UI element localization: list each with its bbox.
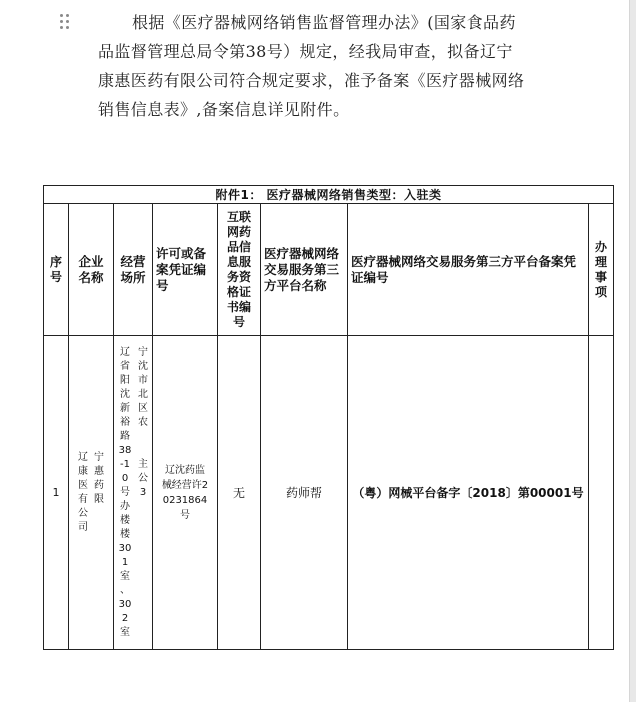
- cell-address-right: 宁 沈 市 北 区 农 主 公 3: [138, 346, 148, 498]
- cell-company: [69, 336, 114, 650]
- page-scroll-edge: [629, 0, 636, 702]
- header-license-label: 许可或备案凭证编号: [156, 245, 207, 293]
- cell-handling: [589, 336, 614, 650]
- header-internet-cert: [218, 204, 261, 336]
- intro-line: 销售信息表》,备案信息详见附件。: [98, 100, 350, 119]
- header-platform-cert: [348, 204, 589, 336]
- header-address: [114, 204, 153, 336]
- header-seq-label: 序号: [49, 254, 62, 284]
- header-company: [69, 204, 114, 336]
- drag-handle-icon[interactable]: [60, 14, 72, 30]
- cell-license: [153, 336, 218, 650]
- table-caption: 附件1： 医疗器械网络销售类型：入驻类: [44, 186, 614, 204]
- header-handling: [589, 204, 614, 336]
- cell-company-right: 宁 惠 药 限: [94, 451, 104, 505]
- cell-internet-cert: 无: [218, 336, 261, 650]
- header-internet-cert-label: 互联网药品信息服务资格证书编号: [226, 209, 251, 329]
- header-platform-cert-label: 医疗器械网络交易服务第三方平台备案凭证编号: [351, 253, 577, 285]
- header-seq: [44, 204, 69, 336]
- cell-address-left: 辽 省 阳 沈 新 裕 路 38-10 号 办 楼 楼 301 室 、 302 室: [118, 346, 132, 638]
- intro-paragraph: [98, 8, 558, 124]
- header-license: [153, 204, 218, 336]
- cell-platform-name: 药师帮: [261, 336, 348, 650]
- cell-company-left: 辽 康 医 有 公 司: [78, 451, 88, 533]
- intro-line: 根据《医疗器械网络销售监督管理办法》(国家食品药: [132, 13, 516, 32]
- cell-address: [114, 336, 153, 650]
- table-row: [44, 336, 614, 650]
- cell-platform-cert: （粤）网械平台备字〔2018〕第00001号: [348, 336, 589, 650]
- header-platform-name: [261, 204, 348, 336]
- intro-line: 品监督管理总局令第38号）规定，经我局审查，拟备辽宁: [98, 42, 513, 61]
- header-handling-label: 办理事项: [595, 239, 608, 299]
- header-address-label: 经营场所: [120, 253, 146, 285]
- cell-license-text: 辽沈药监械经营许20231864号: [161, 464, 209, 521]
- header-company-label: 企业名称: [78, 253, 104, 285]
- intro-line: 康惠医药有限公司符合规定要求，准予备案《医疗器械网络: [98, 71, 525, 90]
- header-platform-name-label: 医疗器械网络交易服务第三方平台名称: [264, 245, 340, 293]
- cell-seq: 1: [44, 336, 69, 650]
- filing-table: [43, 185, 614, 650]
